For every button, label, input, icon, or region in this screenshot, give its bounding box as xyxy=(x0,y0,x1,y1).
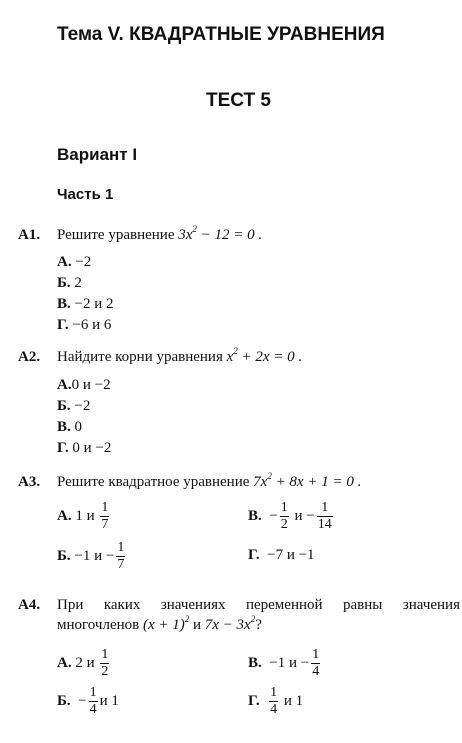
fraction: $\frac{1}{2}$ xyxy=(280,500,288,532)
fraction: $\frac{1}{7}$ xyxy=(117,540,125,572)
question-text-a3: Решите квадратное уравнение $7x^2 + 8x + 1 = 0$ . xyxy=(57,471,362,490)
option-a3-g: Г. −7 и −1 xyxy=(248,547,315,563)
fraction: $\frac{1}{2}$ xyxy=(101,647,109,679)
equation-a2: $x^2 + 2x = 0$ . xyxy=(226,346,303,365)
fraction: $\frac{1}{4}$ xyxy=(270,685,278,717)
option-a1-g: Г. −6 и 6 xyxy=(57,317,112,333)
question-text-a4-line2: многочленов $(x + 1)^2$ и $7x - 3x^2$? xyxy=(57,614,262,633)
equation-a3: $7x^2 + 8x + 1 = 0$ . xyxy=(253,471,362,490)
variant-title: Вариант I xyxy=(57,145,138,164)
equation-a1: $3x^2 - 12 = 0$ . xyxy=(178,224,263,243)
option-a3-a: А. 1 и $\frac{1}{7}$ xyxy=(57,500,109,532)
part-title: Часть 1 xyxy=(57,186,114,203)
option-a1-b: Б. 2 xyxy=(57,275,82,291)
topic-title: Тема V. КВАДРАТНЫЕ УРАВНЕНИЯ xyxy=(57,24,385,45)
option-a4-b: Б. − $\frac{1}{4}$ и 1 xyxy=(57,685,119,717)
option-a4-g: Г. $\frac{1}{4}$ и 1 xyxy=(248,685,304,717)
fraction: $\frac{1}{4}$ xyxy=(312,647,320,679)
question-number-a2: А2. xyxy=(18,349,41,365)
fraction: $\frac{1}{14}$ xyxy=(317,500,332,532)
question-number-a3: А3. xyxy=(18,474,41,490)
option-a2-b: Б. −2 xyxy=(57,398,91,414)
test-title: ТЕСТ 5 xyxy=(206,90,271,111)
option-a2-a: А.0 и −2 xyxy=(57,377,111,393)
option-a2-g: Г. 0 и −2 xyxy=(57,440,112,456)
expression-a4-1: $(x + 1)^2$ xyxy=(142,614,190,633)
expression-a4-2: $7x - 3x^2$ xyxy=(204,614,256,633)
option-a4-v: В. −1 и − $\frac{1}{4}$ xyxy=(248,647,320,679)
option-a1-v: В. −2 и 2 xyxy=(57,296,114,312)
fraction: $\frac{1}{7}$ xyxy=(101,500,109,532)
question-text-a2: Найдите корни уравнения $x^2 + 2x = 0$ . xyxy=(57,346,303,365)
question-number-a1: А1. xyxy=(18,227,41,243)
question-text-a1: Решите уравнение $3x^2 - 12 = 0$ . xyxy=(57,224,263,243)
option-a4-a: А. 2 и $\frac{1}{2}$ xyxy=(57,647,109,679)
option-a3-b: Б. −1 и − $\frac{1}{7}$ xyxy=(57,540,125,572)
question-text-a4-line1: При каких значениях переменной равны значения xyxy=(57,597,460,613)
option-a3-v: В. − $\frac{1}{2}$ и − $\frac{1}{14}$ xyxy=(248,500,332,532)
option-a1-a: А. −2 xyxy=(57,254,92,270)
option-a2-v: В. 0 xyxy=(57,419,83,435)
fraction: $\frac{1}{4}$ xyxy=(89,685,97,717)
question-number-a4: А4. xyxy=(18,597,41,613)
